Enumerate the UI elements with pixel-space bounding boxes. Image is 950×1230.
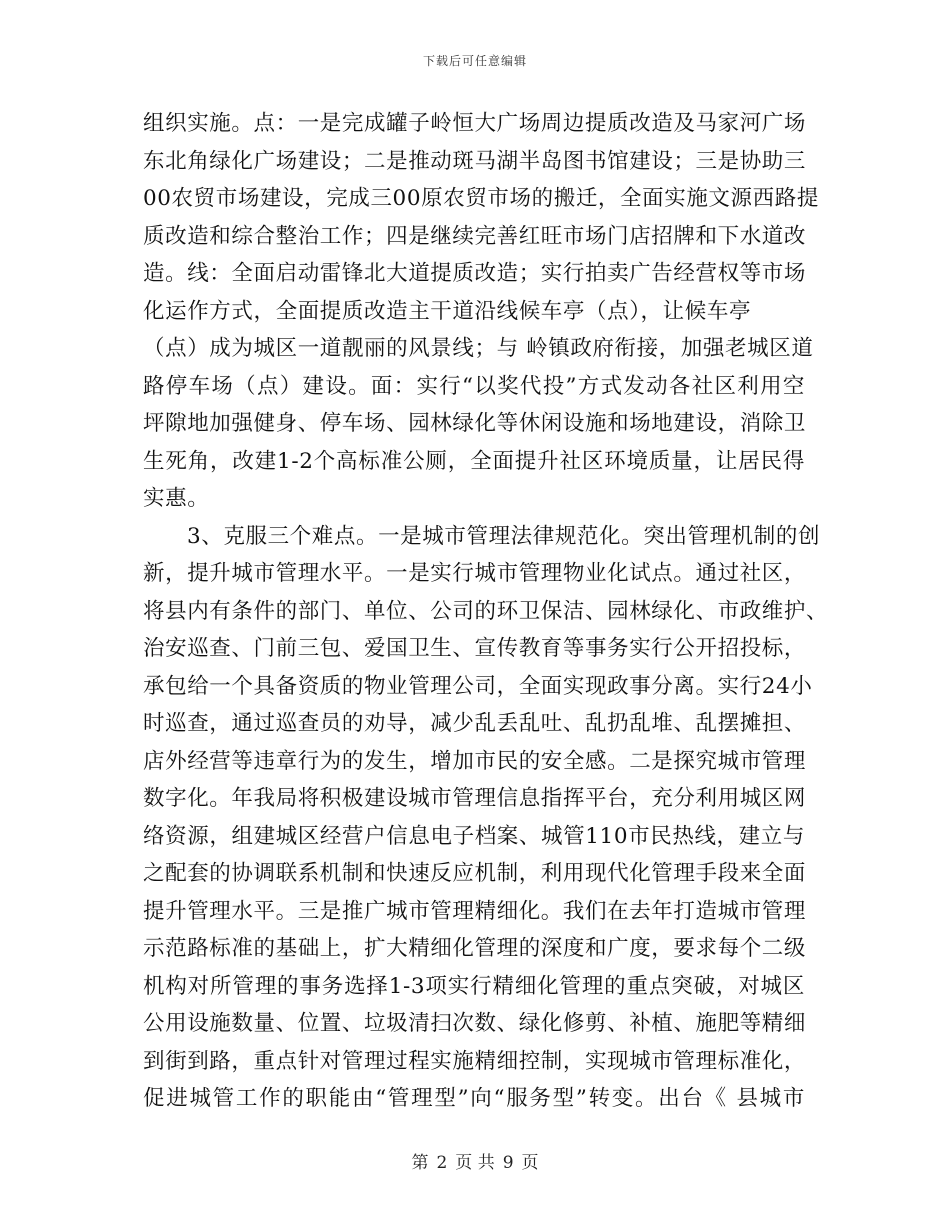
text-line: 坪隙地加强健身、停车场、园林绿化等休闲设施和场地建设，消除卫 [143, 411, 807, 436]
text-line: 实惠。 [143, 486, 210, 511]
text-line: 生死角，改建1-2个高标准公厕，全面提升社区环境质量，让居民得 [143, 448, 805, 474]
footer-suffix: 页 [521, 1153, 539, 1173]
text-line: 店外经营等违章行为的发生，增加市民的安全感。二是探究城市管理 [143, 748, 807, 774]
text-line: 治安巡查、门前三包、爱国卫生、宣传教育等事务实行公开招投标， [143, 636, 807, 661]
text-line: 造。线：全面启动雷锋北大道提质改造；实行拍卖广告经营权等市场 [143, 261, 807, 286]
text-line: 络资源，组建城区经营户信息电子档案、城管110市民热线，建立与 [143, 823, 805, 849]
text-line: 促进城管工作的职能由“管理型”向“服务型”转变。出台《 县城市 [143, 1086, 805, 1111]
footer-total-pages: 9 [502, 1153, 514, 1173]
text-line: 之配套的协调联系机制和快速反应机制，利用现代化管理手段来全面 [143, 861, 807, 886]
page-footer [0, 1148, 950, 1173]
footer-middle: 页 共 [455, 1153, 495, 1173]
text-line: 组织实施。点：一是完成罐子岭恒大广场周边提质改造及马家河广场 [143, 111, 807, 136]
text-line: 东北角绿化广场建设；二是推动斑马湖半岛图书馆建设；三是协助三 [143, 148, 807, 174]
text-line: （点）成为城区一道靓丽的风景线；与 岭镇政府衔接，加强老城区道 [143, 336, 814, 361]
text-line: 承包给一个具备资质的物业管理公司，全面实现政事分离。实行24小 [143, 673, 813, 699]
text-line: 公用设施数量、位置、垃圾清扫次数、绿化修剪、补植、施肥等精细 [143, 1011, 807, 1036]
text-line: 00农贸市场建设，完成三00原农贸市场的搬迁，全面实施文源西路提 [143, 186, 819, 211]
page-header-note: 下载后可任意编辑 [422, 54, 527, 68]
text-line: 提升管理水平。三是推广城市管理精细化。我们在去年打造城市管理 [143, 898, 807, 924]
text-line: 化运作方式，全面提质改造主干道沿线候车亭（点），让候车亭 [143, 298, 752, 324]
text-line: 数字化。年我局将积极建设城市管理信息指挥平台，充分利用城区网 [143, 786, 807, 811]
text-line: 示范路标准的基础上，扩大精细化管理的深度和广度，要求每个二级 [143, 936, 807, 961]
text-line: 路停车场（点）建设。面：实行“以奖代投”方式发动各社区利用空 [143, 373, 805, 399]
body-text [143, 105, 829, 1118]
paragraph-start-line: 3、克服三个难点。一是城市管理法律规范化。突出管理机制的创 [187, 523, 821, 549]
footer-page-number: 2 [436, 1153, 448, 1173]
text-line: 时巡查，通过巡查员的劝导，减少乱丢乱吐、乱扔乱堆、乱摆摊担、 [143, 711, 807, 736]
text-line: 新，提升城市管理水平。一是实行城市管理物业化试点。通过社区， [143, 561, 807, 586]
footer-prefix: 第 [411, 1153, 429, 1173]
text-line: 到街到路，重点针对管理过程实施精细控制，实现城市管理标准化， [143, 1048, 807, 1074]
text-line: 机构对所管理的事务选择1-3项实行精细化管理的重点突破，对城区 [143, 973, 805, 999]
text-line: 质改造和综合整治工作；四是继续完善红旺市场门店招牌和下水道改 [143, 223, 807, 249]
text-line: 将县内有条件的部门、单位、公司的环卫保洁、园林绿化、市政维护、 [143, 598, 829, 624]
